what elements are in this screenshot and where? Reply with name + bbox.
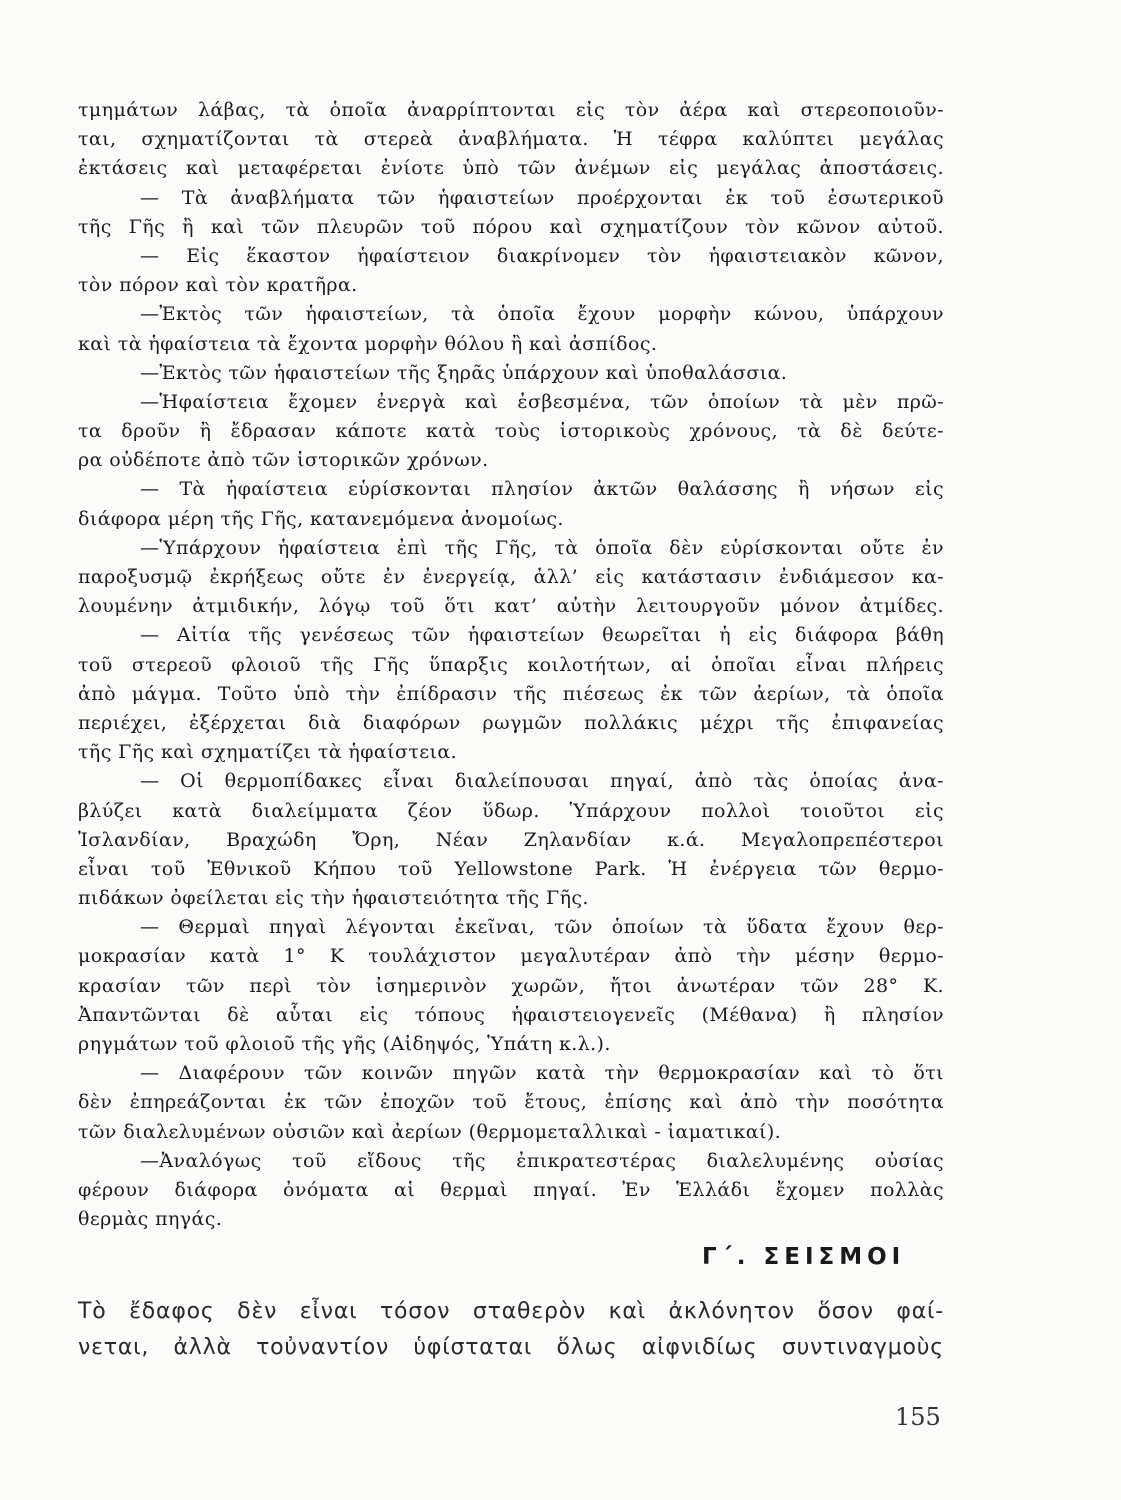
text-line: φέρουν διάφορα ὀνόματα αἱ θερμαὶ πηγαί. Ἐν Ἑλλάδι ἔχομεν πολλὰς xyxy=(78,1178,944,1201)
text-line: θερμὰς πηγάς. xyxy=(78,1208,223,1231)
text-line: — Διαφέρουν τῶν κοινῶν πηγῶν κατὰ τὴν θερμοκρασίαν καὶ τὸ ὅτι xyxy=(140,1062,944,1085)
text-line: Ἰσλανδίαν, Βραχώδη Ὄρη, Νέαν Ζηλανδίαν κ.ά. Μεγαλοπρεπέστεροι xyxy=(78,828,944,851)
text-line: τα δροῦν ἢ ἔδρασαν κάποτε κατὰ τοὺς ἱστορικοὺς χρόνους, τὰ δὲ δεύτε- xyxy=(78,420,944,443)
text-line: τοῦ στερεοῦ φλοιοῦ τῆς Γῆς ὕπαρξις κοιλοτήτων, αἱ ὁποῖαι εἶναι πλήρεις xyxy=(78,653,944,676)
section-body-text xyxy=(78,1294,944,1366)
text-line: βλύζει κατὰ διαλείμματα ζέον ὕδωρ. Ὑπάρχουν πολλοὶ τοιοῦτοι εἰς xyxy=(78,799,944,822)
text-line: τῶν διαλελυμένων οὐσιῶν καὶ ἀερίων (θερμομεταλλικαὶ - ἰαματικαί). xyxy=(78,1120,782,1143)
text-line: τῆς Γῆς ἢ καὶ τῶν πλευρῶν τοῦ πόρου καὶ σχηματίζουν τὸν κῶνον αὐτοῦ. xyxy=(78,215,944,238)
text-line: —Ἡφαίστεια ἔχομεν ἐνεργὰ καὶ ἐσβεσμένα, τῶν ὁποίων τὰ μὲν πρῶ- xyxy=(140,390,944,413)
text-line: —Ἐκτὸς τῶν ἡφαιστείων, τὰ ὁποῖα ἔχουν μορφὴν κώνου, ὑπάρχουν xyxy=(140,303,944,326)
text-line: ἀπὸ μάγμα. Τοῦτο ὑπὸ τὴν ἐπίδρασιν τῆς πιέσεως ἐκ τῶν ἀερίων, τὰ ὁποῖα xyxy=(78,682,944,705)
text-line: Ἀπαντῶνται δὲ αὗται εἰς τόπους ἡφαιστειογενεῖς (Μέθανα) ἢ πλησίον xyxy=(78,1003,944,1026)
text-line: — Εἰς ἕκαστον ἡφαίστειον διακρίνομεν τὸν ἡφαιστειακὸν κῶνον, xyxy=(140,244,944,267)
page-number: 155 xyxy=(895,1403,941,1431)
text-line: περιέχει, ἐξέρχεται διὰ διαφόρων ρωγμῶν πολλάκις μέχρι τῆς ἐπιφανείας xyxy=(78,711,944,734)
text-line: δὲν ἐπηρεάζονται ἐκ τῶν ἐποχῶν τοῦ ἔτους, ἐπίσης καὶ ἀπὸ τὴν ποσότητα xyxy=(78,1091,944,1114)
text-line: — Οἱ θερμοπίδακες εἶναι διαλείπουσαι πηγαί, ἀπὸ τὰς ὁποίας ἀνα- xyxy=(140,770,944,793)
section-paragraph-line: Τὸ ἔδαφος δὲν εἶναι τόσον σταθερὸν καὶ ἀκλόνητον ὅσον φαί- xyxy=(78,1299,944,1324)
text-line: —Ὑπάρχουν ἡφαίστεια ἐπὶ τῆς Γῆς, τὰ ὁποῖα δὲν εὑρίσκονται οὔτε ἐν xyxy=(140,536,944,559)
text-line: κρασίαν τῶν περὶ τὸν ἰσημερινὸν χωρῶν, ἤτοι ἀνωτέραν τῶν 28° Κ. xyxy=(78,974,944,997)
section-heading: Γ΄. ΣΕΙΣΜΟΙ xyxy=(702,1244,906,1270)
text-line: παροξυσμῷ ἐκρήξεως οὔτε ἐν ἐνεργείᾳ, ἀλλ’ εἰς κατάστασιν ἐνδιάμεσον κα- xyxy=(78,566,944,588)
text-line: καὶ τὰ ἡφαίστεια τὰ ἔχοντα μορφὴν θόλου ἢ καὶ ἀσπίδος. xyxy=(78,332,658,355)
text-line: τῆς Γῆς καὶ σχηματίζει τὰ ἡφαίστεια. xyxy=(78,741,458,764)
text-line: — Τὰ ἡφαίστεια εὑρίσκονται πλησίον ἀκτῶν θαλάσσης ἢ νήσων εἰς xyxy=(140,478,944,501)
text-line: — Θερμαὶ πηγαὶ λέγονται ἐκεῖναι, τῶν ὁποίων τὰ ὕδατα ἔχουν θερ- xyxy=(140,916,944,939)
text-line: πιδάκων ὀφείλεται εἰς τὴν ἡφαιστειότητα τῆς Γῆς. xyxy=(78,887,589,910)
text-line: μοκρασίαν κατὰ 1° Κ τουλάχιστον μεγαλυτέραν ἀπὸ τὴν μέσην θερμο- xyxy=(78,945,944,968)
text-line: ρηγμάτων τοῦ φλοιοῦ τῆς γῆς (Αἰδηψός, Ὑπάτη κ.λ.). xyxy=(78,1033,611,1055)
text-line: ρα οὐδέποτε ἀπὸ τῶν ἱστορικῶν χρόνων. xyxy=(78,449,489,472)
text-line: τμημάτων λάβας, τὰ ὁποῖα ἀναρρίπτονται εἰς τὸν ἀέρα καὶ στερεοποιοῦν- xyxy=(78,99,944,121)
text-line: ται, σχηματίζονται τὰ στερεὰ ἀναβλήματα. Ἡ τέφρα καλύπτει μεγάλας xyxy=(78,128,944,151)
text-line: λουμένην ἀτμιδικήν, λόγῳ τοῦ ὅτι κατ’ αὐτὴν λειτουργοῦν μόνον ἀτμίδες. xyxy=(78,595,944,618)
text-line: ἐκτάσεις καὶ μεταφέρεται ἐνίοτε ὑπὸ τῶν ἀνέμων εἰς μεγάλας ἀποστάσεις. xyxy=(78,157,944,180)
body-text xyxy=(78,96,944,1234)
text-line: — Τὰ ἀναβλήματα τῶν ἡφαιστείων προέρχονται ἐκ τοῦ ἐσωτερικοῦ xyxy=(140,186,944,209)
section-paragraph-line: νεται, ἀλλὰ τοὐναντίον ὑφίσταται ὅλως αἰφνιδίως συντιναγμοὺς xyxy=(78,1335,944,1360)
text-line: — Αἰτία τῆς γενέσεως τῶν ἡφαιστείων θεωρεῖται ἡ εἰς διάφορα βάθη xyxy=(140,624,944,647)
text-line: τὸν πόρον καὶ τὸν κρατῆρα. xyxy=(78,274,358,297)
text-line: —Ἐκτὸς τῶν ἡφαιστείων τῆς ξηρᾶς ὑπάρχουν καὶ ὑποθαλάσσια. xyxy=(140,361,788,384)
text-line: —Ἀναλόγως τοῦ εἴδους τῆς ἐπικρατεστέρας διαλελυμένης οὐσίας xyxy=(140,1149,944,1172)
text-line: διάφορα μέρη τῆς Γῆς, κατανεμόμενα ἀνομοίως. xyxy=(78,507,564,530)
text-line: εἶναι τοῦ Ἐθνικοῦ Κήπου τοῦ Yellowstone Park. Ἡ ἐνέργεια τῶν θερμο- xyxy=(78,857,944,880)
